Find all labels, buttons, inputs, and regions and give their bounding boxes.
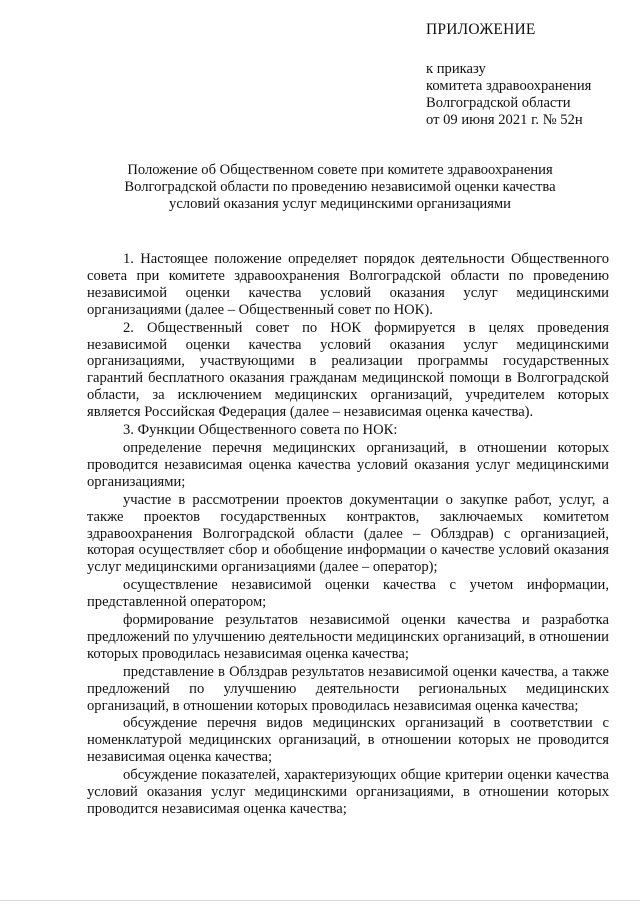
document-title — [90, 162, 590, 213]
document-title-line-2: Волгоградской области по проведению независимой оценки качества — [124, 178, 556, 195]
paragraph-1: 1. Настоящее положение определяет порядок деятельности Общественного совета при комитете здравоохранения Волгоградской области по проведению независимой оценки качества условий оказания услуг медицинскими организациями (далее – Общественный совет по НОК). — [87, 251, 609, 318]
order-date-number: от 09 июня 2021 г. № 52н — [426, 111, 583, 128]
function-item-1: определение перечня медицинских организаций, в отношении которых проводится независимая оценка качества условий оказания услуг медицинскими организациями; — [87, 439, 609, 490]
function-item-3: осуществление независимой оценки качества с учетом информации, представленной оператором; — [87, 577, 609, 611]
order-reference-line-1: к приказу — [426, 60, 486, 77]
page-bottom-edge — [0, 900, 640, 901]
paragraph-2: 2. Общественный совет по НОК формируется в целях проведения независимой оценки качества условий оказания услуг медицинскими организациями, участвующими в реализации программы государственных гарантий бесплатного оказания гражданам медицинской помощи в Волгоградской области, за исключением медицинских организаций, учредителем которых является Российская Федерация (далее – независимая оценка качества). — [87, 319, 609, 421]
paragraph-3-heading: 3. Функции Общественного совета по НОК: — [123, 422, 398, 439]
function-item-7: обсуждение показателей, характеризующих общие критерии оценки качества условий оказания услуг медицинскими организациями, в отношении которых проводится независимая оценка качества; — [87, 767, 609, 817]
function-item-4: формирование результатов независимой оценки качества и разработка предложений по улучшению деятельности медицинских организаций, в отношении которых проводилась независимая оценка качества; — [87, 612, 609, 662]
document-title-line-3: условий оказания услуг медицинскими организациями — [169, 195, 511, 212]
order-reference-line-3: Волгоградской области — [426, 94, 571, 111]
function-item-2: участие в рассмотрении проектов документации о закупке работ, услуг, а также проектов государственных контрактов, заключаемых комитетом здравоохранения Волгоградской области (далее – Облздрав) с организацией, которая осуществляет сбор и обобщение информации о качестве условий оказания услуг медицинскими организациями (далее – оператор); — [87, 491, 609, 576]
order-reference-line-2: комитета здравоохранения — [426, 77, 592, 94]
document-body — [87, 251, 609, 818]
appendix-heading: ПРИЛОЖЕНИЕ — [426, 21, 536, 38]
function-item-6: обсуждение перечня видов медицинских организаций в соответствии с номенклатурой медицинских организаций, в отношении которых не проводится независимая оценка качества; — [87, 715, 609, 766]
function-item-5: представление в Облздрав результатов независимой оценки качества, а также предложений по улучшению деятельности региональных медицинских организаций, в отношении которых проводилась независимая оценка качества; — [87, 663, 609, 714]
document-title-line-1: Положение об Общественном совете при комитете здравоохранения — [127, 162, 553, 178]
approval-header — [426, 22, 626, 129]
